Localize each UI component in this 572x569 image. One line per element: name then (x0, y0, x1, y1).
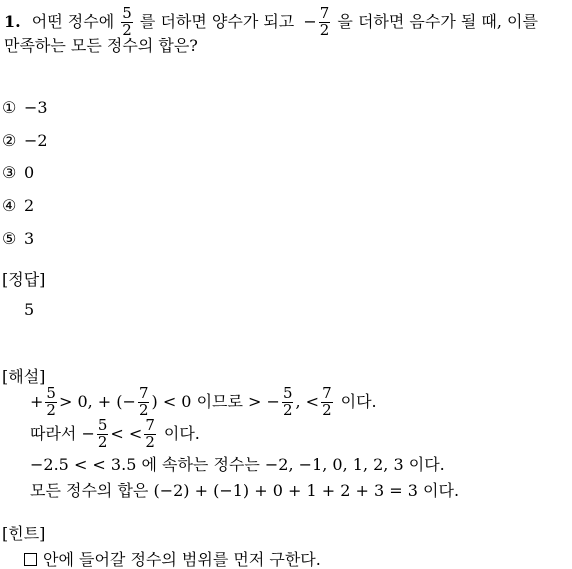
explanation-text: 따라서 − (30, 424, 95, 444)
explanation-label: [해설] (2, 367, 46, 386)
explanation-text: 이다. (163, 424, 200, 444)
plus-sign: + (30, 392, 44, 412)
question-line-2: 만족하는 모든 정수의 합은? (4, 36, 198, 55)
choice-marker: ⑤ (2, 229, 17, 248)
minus-sign: − (303, 11, 317, 31)
fraction: $\frac{7}{2}$ (145, 416, 155, 451)
fraction-7-2: $\frac{7}{2}$ (319, 4, 330, 39)
fraction: $\frac{5}{2}$ (46, 384, 56, 419)
explanation-line-2 (30, 418, 200, 451)
explanation-text: 이다. (340, 392, 377, 412)
explanation-text: ) < 0 이므로 > − (151, 392, 280, 412)
choice-marker: ④ (2, 196, 17, 215)
question-text-1: 어떤 정수에 (31, 11, 115, 31)
hint-label: [힌트] (2, 524, 46, 543)
fraction: $\frac{7}{2}$ (138, 384, 149, 419)
question-line-1 (4, 6, 538, 39)
choice-3[interactable] (2, 165, 34, 181)
choice-marker: ③ (2, 163, 17, 182)
explanation-text: < < (110, 424, 143, 444)
fraction: $\frac{5}{2}$ (97, 416, 108, 451)
blank-box-icon (24, 553, 37, 566)
fraction: $\frac{5}{2}$ (282, 384, 293, 419)
choice-value: 0 (24, 163, 35, 182)
explanation-line-4: 모든 정수의 합은 (−2) + (−1) + 0 + 1 + 2 + 3 = 3 이다. (30, 481, 460, 500)
fraction-5-2: $\frac{5}{2}$ (122, 4, 132, 39)
hint-text: 안에 들어갈 정수의 범위를 먼저 구한다. (43, 550, 321, 569)
explanation-text: > 0, + (− (58, 392, 136, 412)
answer-label: [정답] (2, 270, 46, 289)
choice-marker: ② (2, 131, 17, 150)
choice-5[interactable] (2, 231, 34, 247)
choice-value: 3 (24, 229, 35, 248)
choice-2[interactable] (2, 133, 48, 149)
choice-4[interactable] (2, 198, 34, 214)
choice-value: −2 (24, 131, 48, 150)
answer-value: 5 (24, 300, 35, 319)
choice-1[interactable] (2, 100, 48, 116)
question-number: 1. (4, 11, 21, 31)
fraction: $\frac{7}{2}$ (322, 384, 332, 419)
explanation-text: , < (295, 392, 320, 412)
question-text-2: 를 더하면 양수가 되고 (139, 11, 295, 31)
explanation-line-1 (30, 386, 377, 419)
choice-value: −3 (24, 98, 48, 117)
choice-value: 2 (24, 196, 35, 215)
question-text-3: 을 더하면 음수가 될 때, 이를 (337, 11, 538, 31)
explanation-line-3: −2.5 < < 3.5 에 속하는 정수는 −2, −1, 0, 1, 2, 3 이다. (30, 455, 445, 474)
choice-marker: ① (2, 98, 17, 117)
hint-line (24, 552, 321, 568)
